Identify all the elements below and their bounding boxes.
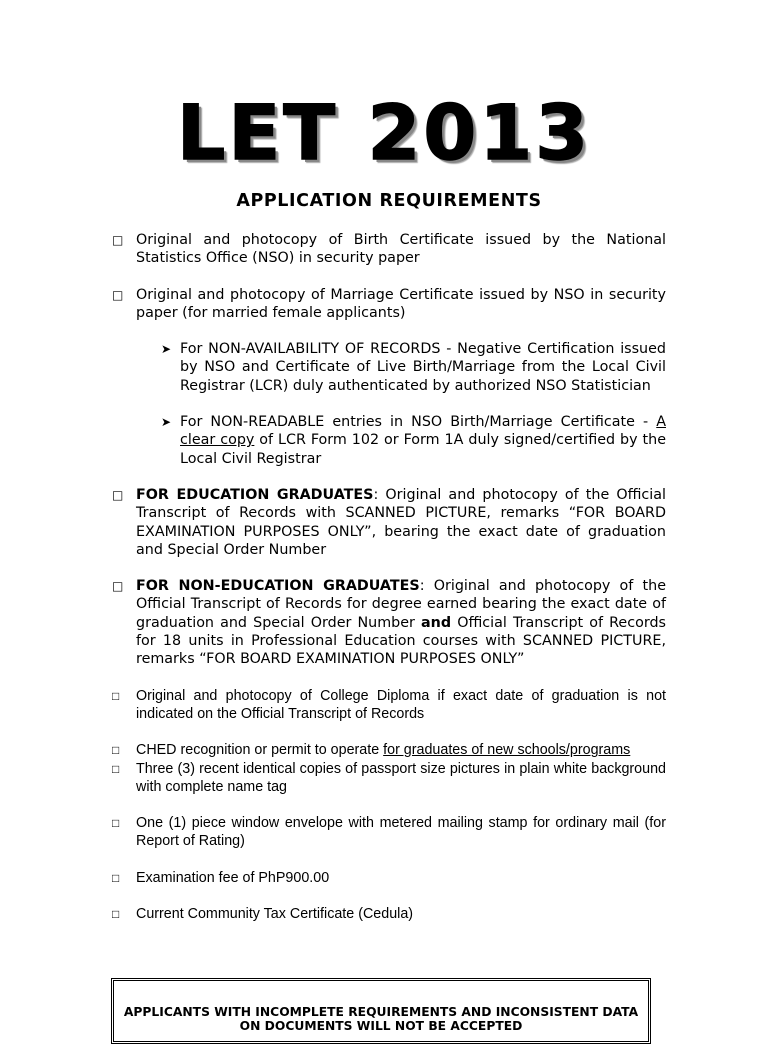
item-text-underlined: A clear copy [180,414,666,449]
list-item-ched-recognition [110,741,666,759]
notice-text: APPLICANTS WITH INCOMPLETE REQUIREMENTS AND INCONSISTENT DATA ON DOCUMENTS WILL NOT BE ACCEPTED [123,1005,639,1033]
item-label: FOR NON-EDUCATION GRADUATES [136,578,420,595]
item-text: Original and photocopy of Birth Certificate issued by the National Statistics Office (NSO) in security paper [136,232,666,267]
item-text-bold: and [421,614,452,631]
checkbox-icon: □ [112,907,120,922]
checkbox-icon: □ [112,579,124,594]
item-label: FOR EDUCATION GRADUATES [136,486,374,503]
list-item-education-graduates [110,486,666,559]
list-item-cedula [110,905,666,923]
notice-box [111,978,651,1044]
requirements-list [110,231,666,923]
sub-item-non-readable [110,413,666,468]
item-text: Three (3) recent identical copies of passport size pictures in plain white background with complete name tag [136,760,666,795]
list-item-marriage-certificate [110,286,666,323]
item-text: : Original and photocopy of the Official Transcript of Records for degree earned bearing the exact date of graduation and Special Order Number [136,578,666,631]
checkbox-icon: □ [112,233,124,247]
arrow-bullet-icon: ➤ [161,415,172,430]
checkbox-icon: □ [112,761,120,776]
list-item-college-diploma [110,687,666,724]
checkbox-icon: □ [112,743,120,758]
list-item-non-education-graduates [110,577,666,668]
item-text: For NON-AVAILABILITY OF RECORDS - Negative Certification issued by NSO and Certificate of Live Birth/Marriage from the Local Civil Registrar (LCR) duly authenticated by authorized NSO Statistician [180,341,666,394]
item-text: Original and photocopy of College Diploma if exact date of graduation is not indicated on the Official Transcript of Records [136,687,666,722]
item-text: For NON-READABLE entries in NSO Birth/Marriage Certificate - [180,414,649,431]
item-text: One (1) piece window envelope with metered mailing stamp for ordinary mail (for Report of Rating) [136,815,666,850]
checkbox-icon: □ [112,487,124,502]
sub-item-non-availability [110,340,666,395]
checkbox-icon: □ [112,688,120,703]
list-item-birth-certificate [110,231,666,268]
item-text: of LCR Form 102 or Form 1A duly signed/certified by the Local Civil Registrar [180,432,666,467]
checkbox-icon: □ [112,816,120,831]
item-text: : Original and photocopy of the Official Transcript of Records with SCANNED PICTURE, remarks “FOR BOARD EXAMINATION PURPOSES ONLY”, bearing the exact date of graduation and Special Order Number [136,486,666,558]
list-item-envelope [110,814,666,851]
list-item-pictures [110,760,666,797]
item-text-underlined: for graduates of new schools/programs [383,742,631,759]
document-subtitle: APPLICATION REQUIREMENTS [236,191,542,211]
arrow-bullet-icon: ➤ [161,342,172,357]
item-text: CHED recognition or permit to operate [136,742,384,759]
checkbox-icon: □ [112,287,124,302]
document-title: LET 2013 [176,88,592,177]
item-text: Official Transcript of Records for 18 units in Professional Education courses with SCANNED PICTURE, remarks “FOR BOARD EXAMINATION PURPOSES ONLY” [136,614,666,668]
list-item-examination-fee [110,869,666,887]
item-text: Examination fee of PhP900.00 [136,869,330,886]
checkbox-icon: □ [112,870,120,885]
item-text: Original and photocopy of Marriage Certificate issued by NSO in security paper (for married female applicants) [136,286,666,321]
item-text: Current Community Tax Certificate (Cedula) [136,906,414,923]
